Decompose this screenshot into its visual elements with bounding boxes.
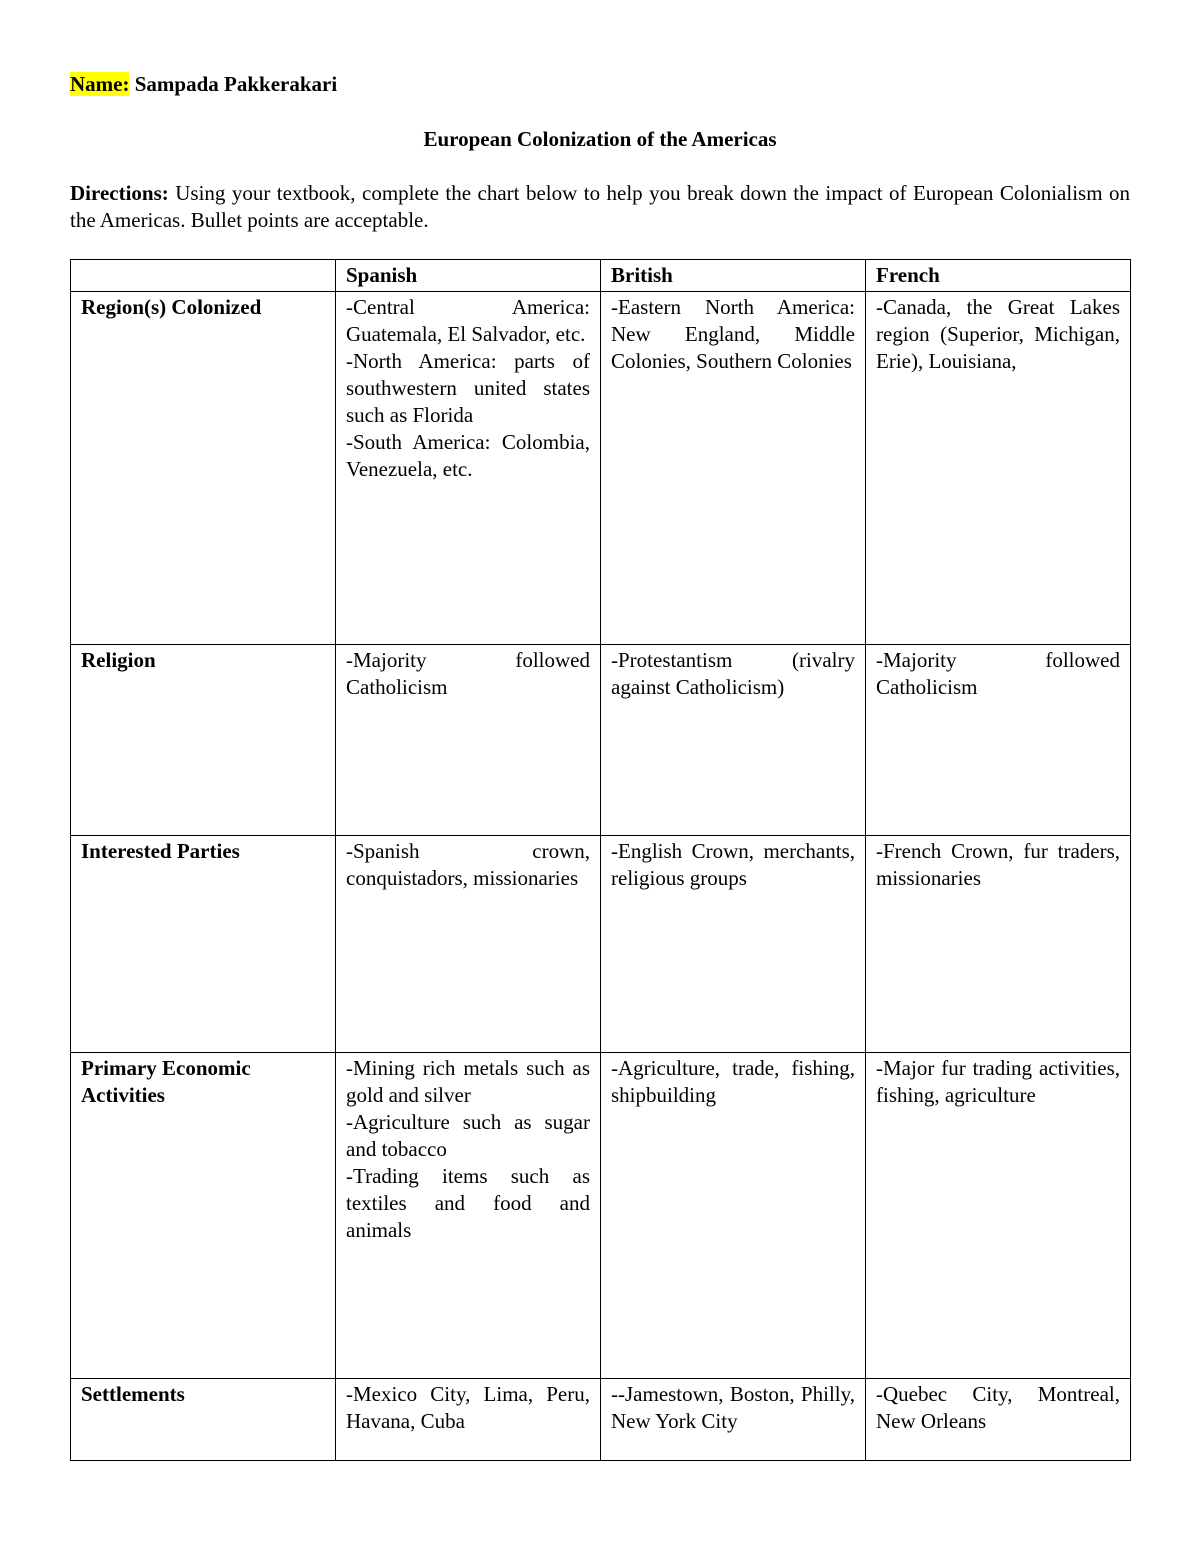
table-row	[71, 292, 1131, 645]
cell-line: -Mexico City, Lima, Peru, Havana, Cuba	[346, 1382, 590, 1433]
cell-french-settlements	[866, 1379, 1131, 1461]
row-label-religion: Religion	[71, 645, 336, 836]
cell-spanish-economy	[336, 1053, 601, 1379]
cell-line: -Mining rich metals such as gold and silver	[346, 1056, 590, 1107]
table-row	[71, 1379, 1131, 1461]
table-row	[71, 1053, 1131, 1379]
cell-line: -Protestantism (rivalry against Catholicism)	[611, 648, 855, 699]
header-cell-french: French	[866, 260, 1131, 292]
table-row	[71, 645, 1131, 836]
cell-line: -Majority followed Catholicism	[876, 648, 1120, 699]
cell-line: -Agriculture such as sugar and tobacco	[346, 1110, 590, 1161]
row-label-settlements: Settlements	[71, 1379, 336, 1461]
cell-line: -French Crown, fur traders, missionaries	[876, 839, 1120, 890]
cell-line: -South America: Colombia, Venezuela, etc.	[346, 430, 590, 481]
cell-line: -Eastern North America: New England, Middle Colonies, Southern Colonies	[611, 295, 855, 373]
cell-british-settlements	[601, 1379, 866, 1461]
cell-british-regions	[601, 292, 866, 645]
cell-british-economy	[601, 1053, 866, 1379]
cell-line: -Major fur trading activities, fishing, agriculture	[876, 1056, 1120, 1107]
row-label-economic-activities: Primary Economic Activities	[71, 1053, 336, 1379]
table-row	[71, 836, 1131, 1053]
cell-line: -North America: parts of southwestern united states such as Florida	[346, 349, 590, 427]
cell-spanish-regions	[336, 292, 601, 645]
directions-label: Directions:	[70, 181, 169, 205]
cell-line: --Jamestown, Boston, Philly, New York City	[611, 1382, 855, 1433]
header-row	[71, 260, 1131, 292]
cell-line: -Agriculture, trade, fishing, shipbuilding	[611, 1056, 855, 1107]
cell-spanish-settlements	[336, 1379, 601, 1461]
student-name: Sampada Pakkerakari	[134, 72, 338, 96]
header-cell-spanish: Spanish	[336, 260, 601, 292]
cell-british-religion	[601, 645, 866, 836]
cell-line: -English Crown, merchants, religious groups	[611, 839, 855, 890]
cell-spanish-parties	[336, 836, 601, 1053]
cell-spanish-religion	[336, 645, 601, 836]
cell-line: -Trading items such as textiles and food and animals	[346, 1164, 590, 1242]
cell-line: -Majority followed Catholicism	[346, 648, 590, 699]
cell-line: -Canada, the Great Lakes region (Superior, Michigan, Erie), Louisiana,	[876, 295, 1120, 373]
name-line	[70, 72, 337, 97]
directions-paragraph	[70, 180, 1130, 234]
cell-french-parties	[866, 836, 1131, 1053]
header-cell-empty	[71, 260, 336, 292]
row-label-regions: Region(s) Colonized	[71, 292, 336, 645]
cell-line: -Central America: Guatemala, El Salvador, etc.	[346, 295, 590, 346]
cell-french-regions	[866, 292, 1131, 645]
cell-line: -Quebec City, Montreal, New Orleans	[876, 1382, 1120, 1433]
header-cell-british: British	[601, 260, 866, 292]
directions-text: Using your textbook, complete the chart below to help you break down the impact of European Colonialism on the Americas. Bullet points are acceptable.	[70, 181, 1131, 232]
cell-british-parties	[601, 836, 866, 1053]
name-label: Name:	[70, 72, 130, 96]
cell-french-religion	[866, 645, 1131, 836]
colonization-chart	[70, 259, 1131, 1461]
cell-line: -Spanish crown, conquistadors, missionaries	[346, 839, 590, 890]
cell-french-economy	[866, 1053, 1131, 1379]
row-label-interested-parties: Interested Parties	[71, 836, 336, 1053]
document-title: European Colonization of the Americas	[423, 127, 777, 151]
